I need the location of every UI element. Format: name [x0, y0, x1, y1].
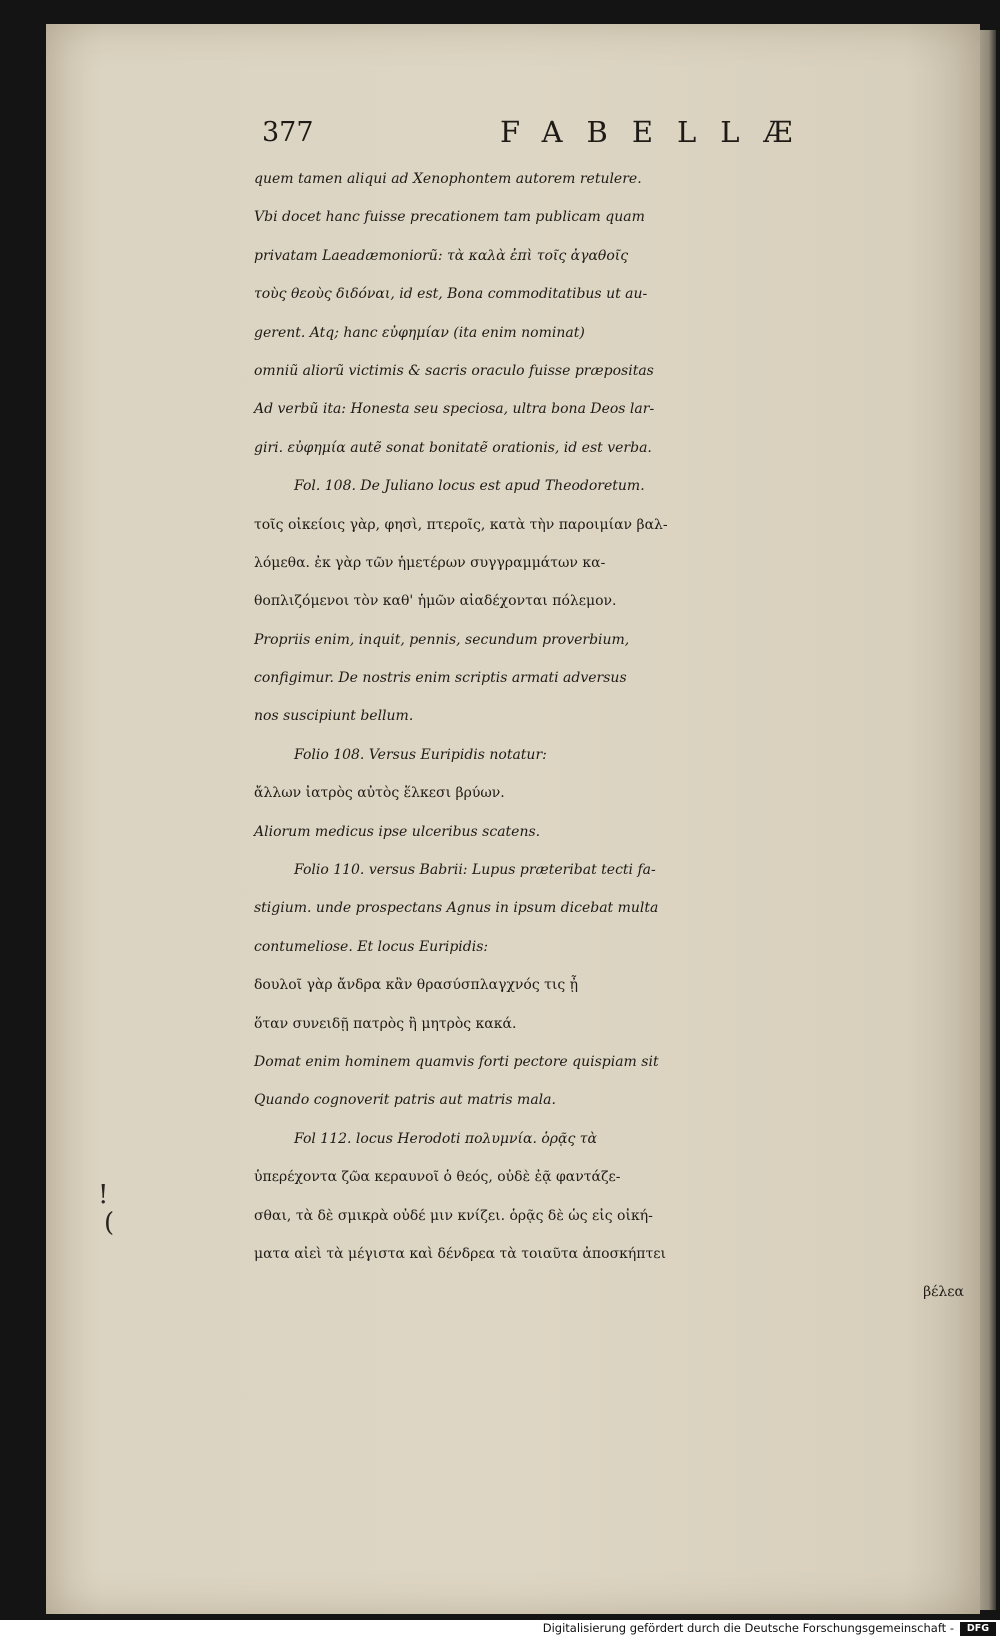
text-line: Domat enim hominem quamvis forti pectore quispiam sit: [254, 1053, 659, 1070]
text-line: gerent. Atq; hanc εὐφημίαν (ita enim nominat): [254, 324, 585, 341]
text-line: ἄλλων ἰατρὸς αὐτὸς ἕλκεσι βρύων.: [254, 785, 505, 802]
text-line: giri. εὐφημία autẽ sonat bonitatẽ orationis, id est verba.: [254, 439, 652, 456]
text-line: nos suscipiunt bellum.: [254, 708, 414, 725]
text-line: Ad verbũ ita: Honesta seu speciosa, ultra bona Deos lar-: [254, 401, 655, 418]
text-line: ὑπερέχοντα ζῶα κεραυνοῖ ὁ θεός, οὐδὲ ἐᾷ φαντάζε-: [254, 1169, 621, 1186]
text-line: quem tamen aliqui ad Xenophontem autorem retulere.: [254, 171, 642, 187]
dfg-logo: DFG: [960, 1622, 996, 1636]
running-title: FABELLÆ: [500, 115, 817, 149]
text-body: [254, 160, 972, 1312]
text-line: τοῖς οἰκείοις γὰρ, φησὶ, πτεροῖς, κατὰ τὴν παροιμίαν βαλ-: [254, 516, 668, 533]
text-line: ὅταν συνειδῇ πατρὸς ἢ μητρὸς κακά.: [254, 1015, 517, 1032]
digitization-credit: Digitalisierung gefördert durch die Deutsche Forschungsgemeinschaft -: [542, 1621, 954, 1635]
text-line: stigium. unde prospectans Agnus in ipsum dicebat multa: [254, 900, 659, 917]
text-line: Fol 112. locus Herodoti πολυμνία. ὁρᾷς τὰ: [294, 1130, 597, 1147]
text-line: Vbi docet hanc fuisse precationem tam publicam quam: [254, 209, 645, 226]
footer-bar: [0, 1620, 1000, 1638]
text-line: τοὺς θεοὺς διδόναι, id est, Bona commoditatibus ut au-: [254, 286, 648, 303]
text-line: Propriis enim, inquit, pennis, secundum proverbium,: [254, 631, 630, 648]
text-line: δουλοῖ γὰρ ἄνδρα κἂν θρασύσπλαγχνός τις ᾖ: [254, 977, 579, 994]
text-line: omniũ aliorũ victimis & sacris oraculo fuisse præpositas: [254, 362, 654, 379]
margin-mark: !: [98, 1180, 109, 1210]
text-line: privatam Laeadæmoniorũ: τὰ καλὰ ἐπὶ τοῖς ἀγαθοῖς: [254, 247, 629, 264]
page-header: [262, 115, 962, 155]
text-line: λόμεθα. ἐκ γὰρ τῶν ἡμετέρων συγγραμμάτων κα-: [254, 554, 606, 571]
text-line: Aliorum medicus ipse ulceribus scatens.: [254, 823, 541, 840]
text-line: Folio 108. Versus Euripidis notatur:: [294, 746, 547, 763]
text-line: ματα αἰεὶ τὰ μέγιστα καὶ δένδρεα τὰ τοιαῦτα ἀποσκήπτει: [254, 1245, 666, 1262]
page-number: 377: [262, 117, 314, 148]
text-line: contumeliose. Et locus Euripidis:: [254, 938, 489, 955]
text-line: configimur. De nostris enim scriptis armati adversus: [254, 670, 627, 687]
page-edge: [978, 30, 996, 1610]
margin-mark: (: [104, 1208, 115, 1238]
text-line: Quando cognoverit patris aut matris mala.: [254, 1092, 556, 1109]
text-line: θοπλιζόμενοι τὸν καθ' ἡμῶν αἰαδέχονται πόλεμον.: [254, 593, 617, 610]
text-line: Fol. 108. De Juliano locus est apud Theodoretum.: [294, 478, 645, 495]
text-line: σθαι, τὰ δὲ σμικρὰ οὐδέ μιν κνίζει. ὁρᾷς δὲ ὡς εἰς οἰκή-: [254, 1207, 653, 1224]
text-line: βέλεα: [923, 1284, 964, 1301]
text-line: Folio 110. versus Babrii: Lupus præteribat tecti fa-: [294, 862, 656, 879]
